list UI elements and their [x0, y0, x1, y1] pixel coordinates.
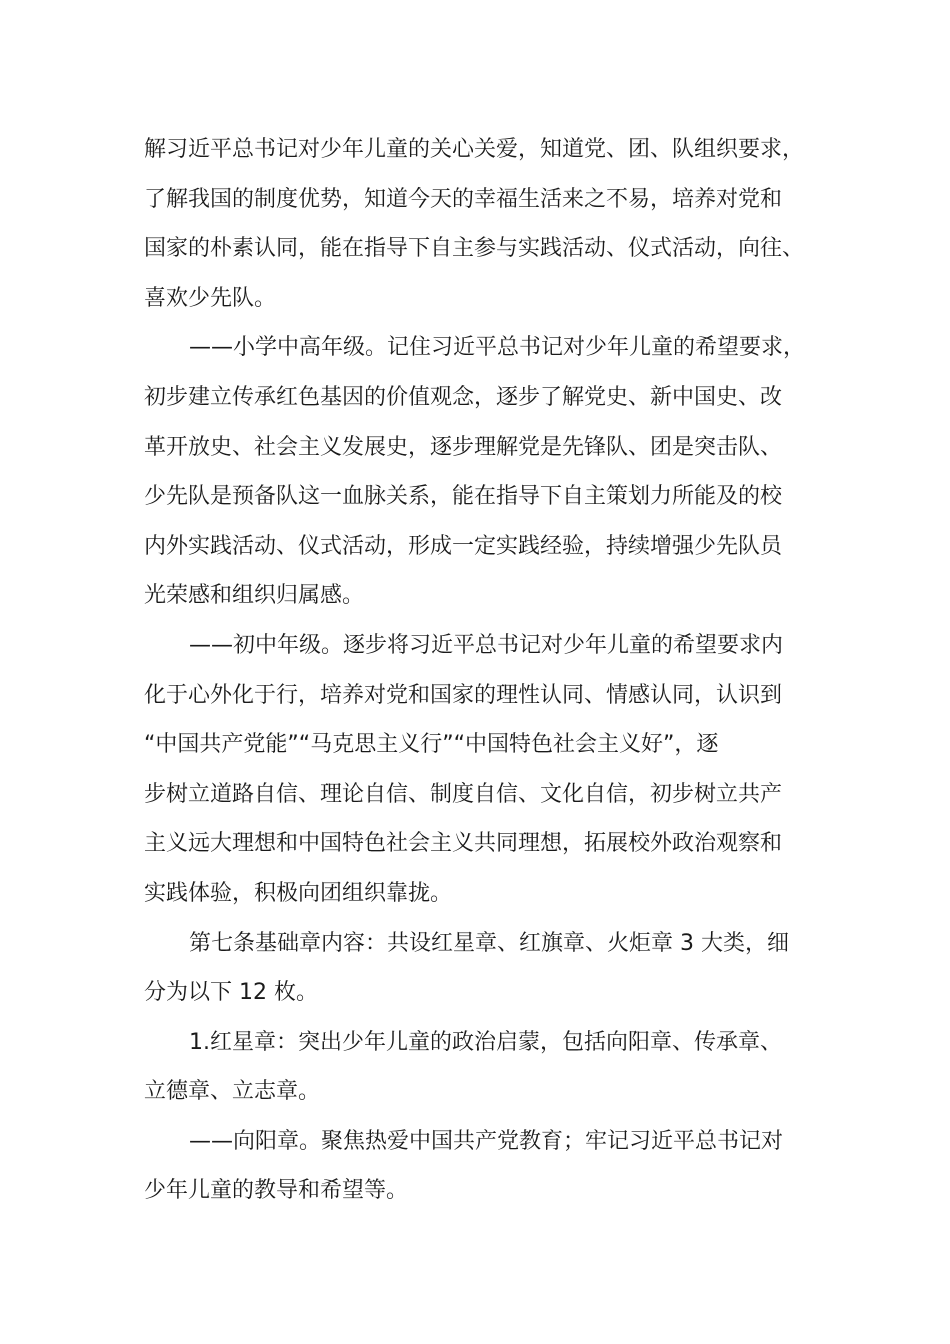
text-line: 革开放史、社会主义发展史，逐步理解党是先锋队、团是突击队、 — [144, 434, 783, 460]
paragraph-start-line: ——向阳章。聚焦热爱中国共产党教育；牢记习近平总书记对 — [189, 1128, 784, 1154]
document-body — [144, 125, 834, 1216]
text-line: 实践体验，积极向团组织靠拢。 — [144, 880, 453, 906]
paragraph-start-line: ——初中年级。逐步将习近平总书记对少年儿童的希望要求内 — [189, 632, 784, 658]
paragraph-start-line: 1.红星章：突出少年儿童的政治启蒙，包括向阳章、传承章、 — [189, 1029, 782, 1055]
text-line: 内外实践活动、仪式活动，形成一定实践经验，持续增强少先队员 — [144, 533, 783, 559]
text-line: 国家的朴素认同，能在指导下自主参与实践活动、仪式活动，向往、 — [144, 236, 805, 262]
text-line: 主义远大理想和中国特色社会主义共同理想，拓展校外政治观察和 — [144, 831, 783, 857]
text-line: 解习近平总书记对少年儿童的关心关爱，知道党、团、队组织要求， — [144, 137, 805, 162]
text-line: 少先队是预备队这一血脉关系，能在指导下自主策划力所能及的校 — [144, 484, 783, 510]
text-line: 步树立道路自信、理论自信、制度自信、文化自信，初步树立共产 — [144, 781, 783, 807]
text-line: 少年儿童的教导和希望等。 — [144, 1178, 409, 1204]
text-line: 初步建立传承红色基因的价值观念，逐步了解党史、新中国史、改 — [144, 384, 783, 410]
text-line: 光荣感和组织归属感。 — [144, 583, 365, 609]
text-line: 喜欢少先队。 — [144, 285, 277, 311]
paragraph-start-line: ——小学中高年级。记住习近平总书记对少年儿童的希望要求， — [189, 335, 806, 361]
paragraph-start-line: 第七条基础章内容：共设红星章、红旗章、火炬章 3 大类，细 — [189, 930, 789, 956]
text-line: “中国共产党能”“马克思主义行”“中国特色社会主义好”，逐 — [144, 732, 719, 758]
text-line: 化于心外化于行，培养对党和国家的理性认同、情感认同，认识到 — [144, 682, 783, 708]
text-line: 立德章、立志章。 — [144, 1079, 321, 1105]
text-line: 分为以下 12 枚。 — [144, 980, 318, 1006]
text-line: 了解我国的制度优势，知道今天的幸福生活来之不易，培养对党和 — [144, 186, 783, 212]
